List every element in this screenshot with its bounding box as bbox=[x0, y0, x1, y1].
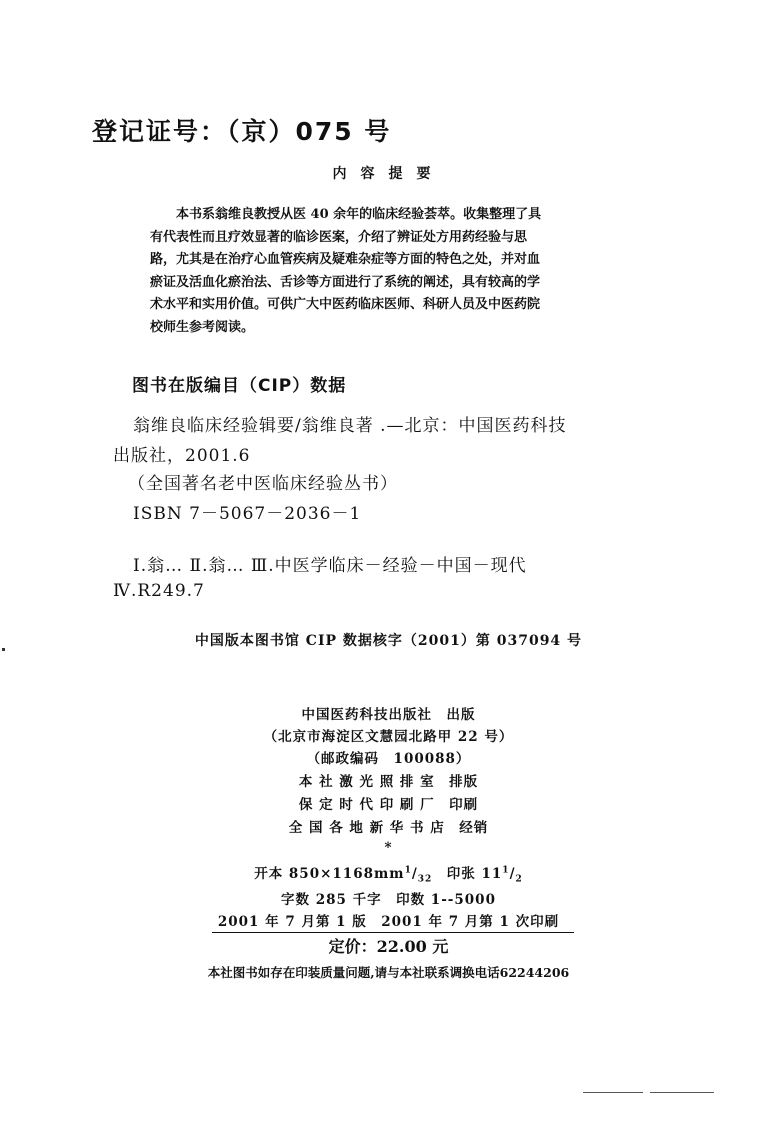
cip-publisher-line: 出版社，2001.6 bbox=[113, 446, 251, 466]
distribution: 全 国 各 地 新 华 书 店 经销 bbox=[288, 820, 489, 836]
abstract-line: 有代表性而且疗效显著的临诊医案，介绍了辨证处方用药经验与思 bbox=[150, 229, 528, 245]
format-label: 开本 850×1168mm bbox=[254, 866, 405, 882]
format-denominator: 32 bbox=[417, 874, 433, 885]
cip-heading: 图书在版编目（CIP）数据 bbox=[132, 376, 347, 396]
scan-artifact-dot bbox=[2, 648, 5, 651]
separator-star: * bbox=[384, 840, 393, 856]
quality-notice: 本社图书如存在印装质量问题,请与本社联系调换电话62244206 bbox=[207, 965, 570, 980]
printing: 保 定 时 代 印 刷 厂 印刷 bbox=[298, 797, 479, 813]
cip-series: （全国著名老中医临床经验丛书） bbox=[128, 474, 398, 494]
abstract-line: 路，尤其是在治疗心血管疾病及疑难杂症等方面的特色之处，并对血 bbox=[150, 252, 541, 267]
edition-info: 2001 年 7 月第 1 版 2001 年 7 月第 1 次印刷 bbox=[217, 914, 560, 930]
divider-line bbox=[212, 932, 574, 933]
cip-classification: Ⅰ.翁… Ⅱ.翁… Ⅲ.中医学临床－经验－中国－现代 bbox=[133, 556, 527, 576]
abstract-body bbox=[150, 204, 622, 339]
abstract-line: 本书系翁维良教授从医 40 余年的临床经验荟萃。收集整理了具 bbox=[176, 207, 542, 222]
sheets-numerator: 1 bbox=[502, 865, 510, 876]
cip-class-number: Ⅳ.R249.7 bbox=[113, 581, 205, 601]
abstract-line: 瘀证及活血化瘀治法、舌诊等方面进行了系统的阐述，具有较高的学 bbox=[150, 274, 541, 290]
scan-artifact-line bbox=[650, 1092, 714, 1093]
registration-number: 登记证号：（京）075 号 bbox=[92, 117, 392, 146]
scan-artifact-line bbox=[583, 1092, 643, 1093]
abstract-line: 术水平和实用价值。可供广大中医药临床医师、科研人员及中医药院 bbox=[150, 297, 541, 312]
abstract-line: 校师生参考阅读。 bbox=[150, 319, 255, 335]
sheets-label: 印张 11 bbox=[432, 866, 503, 882]
cip-verification: 中国版本图书馆 CIP 数据核字（2001）第 037094 号 bbox=[194, 633, 583, 649]
price: 定价：22.00 元 bbox=[328, 937, 449, 956]
cip-isbn: ISBN 7－5067－2036－1 bbox=[133, 504, 362, 524]
postcode: （邮政编码 100088） bbox=[306, 751, 471, 767]
cip-title-line: 翁维良临床经验辑要/翁维良著 .—北京：中国医药科技 bbox=[133, 416, 567, 436]
abstract-title: 内容提要 bbox=[332, 166, 445, 182]
format-numerator: 1 bbox=[404, 865, 412, 876]
publisher-address: （北京市海淀区文慧园北路甲 22 号） bbox=[263, 729, 514, 745]
format-and-sheets: 开本 $850\times 1168mm^1/_{32}$ 印张 $11^1/_2$ bbox=[254, 865, 523, 885]
typesetting: 本 社 激 光 照 排 室 排版 bbox=[298, 774, 479, 790]
word-count-and-print-run: 字数 285 千字 印数 1--5000 bbox=[281, 892, 496, 908]
sheets-denominator: 2 bbox=[515, 874, 523, 885]
publisher: 中国医药科技出版社 出版 bbox=[301, 707, 476, 723]
